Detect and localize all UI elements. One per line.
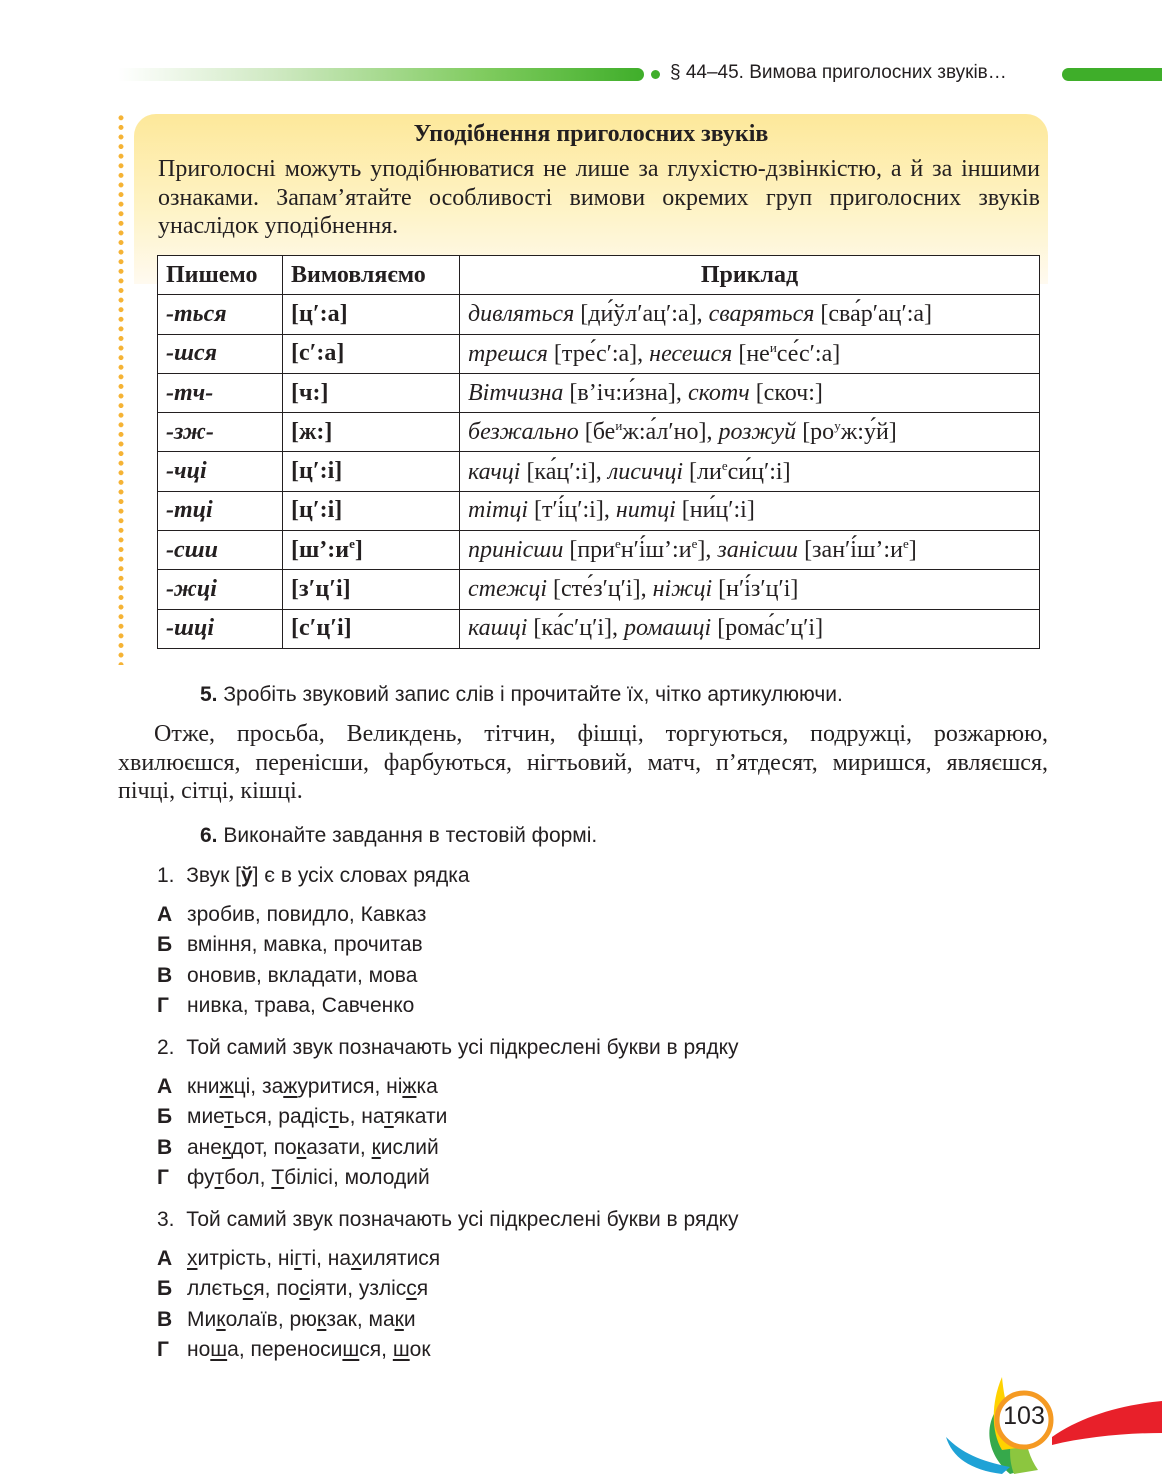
table-row: [158, 413, 1040, 452]
exercise-instruction: Зробіть звуковий запис слів і прочитайте їх, чітко артикулюючи.: [223, 683, 843, 706]
pronunciation: [ж:]: [283, 413, 460, 452]
section-title: § 44–45. Вимова приголосних звуків…: [670, 62, 1007, 83]
example: Вітчизна [в’іч:и́зна], скотч [скоч:]: [460, 373, 1040, 412]
written-form: -шся: [158, 334, 283, 373]
rule-text: Приголосні можуть уподібнюватися не лише за глухістю-дзвінкістю, а й за іншими ознаками. Запам’ятайте особливості вимови окремих груп приголосних звуків унаслідок уподібнення.: [158, 156, 1040, 239]
exercise-instruction: Виконайте завдання в тестовій формі.: [223, 824, 598, 847]
header-accent-bar: [1062, 68, 1162, 81]
exercise-5-heading: [200, 683, 843, 707]
column-header: Пишемо: [158, 256, 283, 295]
question-3: 3. Той самий звук позначають усі підкреслені букви в рядку: [157, 1208, 739, 1231]
answer-option[interactable]: Г нивка, трава, Савченко: [157, 994, 415, 1017]
example: принісши $[при^ен'і́ш’:и^е]$, занісши $[зан'і́ш’:и^е]$: [460, 531, 1040, 570]
example: дивляться [ди́ўл′ац′:а], сваряться [сва́р′ац′:а]: [460, 295, 1040, 334]
answer-option[interactable]: А книжці, зажуритися, ніжка: [157, 1075, 438, 1098]
pronunciation: [з′ц′і]: [283, 570, 460, 609]
written-form: -чці: [158, 452, 283, 491]
pronunciation: $[ш’:и^е]$: [283, 531, 460, 570]
answer-option[interactable]: Г футбол, Тбілісі, молодий: [157, 1166, 430, 1189]
question-1: 1. Звук [ў] є в усіх словах рядка: [157, 864, 470, 887]
answer-option[interactable]: В Миколаїв, рюкзак, маки: [157, 1308, 416, 1331]
header-bullet: [651, 70, 660, 79]
answer-option[interactable]: В анекдот, показати, кислий: [157, 1136, 439, 1159]
written-form: -сши: [158, 531, 283, 570]
answer-option[interactable]: А хитрість, нігті, нахилятися: [157, 1247, 441, 1270]
written-form: -шці: [158, 609, 283, 648]
example: трешся [тре́с′:а], несешся $[не^исе́с':а]$: [460, 334, 1040, 373]
column-header: Приклад: [460, 256, 1040, 295]
table-row: [158, 531, 1040, 570]
example: тітці [т′і́ц′:і], нитці [ни́ц′:і]: [460, 491, 1040, 530]
table-row: [158, 373, 1040, 412]
answer-option[interactable]: А зробив, повидло, Кавказ: [157, 903, 427, 926]
answer-option[interactable]: Б ллється, посіяти, узлісся: [157, 1277, 429, 1300]
pronunciation: [ц′:а]: [283, 295, 460, 334]
pronunciation: [ц′:і]: [283, 491, 460, 530]
written-form: -жці: [158, 570, 283, 609]
answer-option[interactable]: Б вміння, мавка, прочитав: [157, 933, 423, 956]
written-form: -тці: [158, 491, 283, 530]
table-row: [158, 570, 1040, 609]
answer-option[interactable]: Б миеться, радість, натякати: [157, 1105, 448, 1128]
exercise-number: 5.: [200, 683, 218, 706]
answer-option[interactable]: Г ноша, переносишся, шок: [157, 1338, 431, 1361]
table-row: [158, 295, 1040, 334]
exercise-5-words: Отже, просьба, Великдень, тітчин, фішці, торгуються, подружці, розжарюю, хвилюєшся, перенісши, фарбуються, нігтьовий, матч, п’ятдесят, миришся, являєшся, пічці, сітці, кішці.: [118, 721, 1048, 804]
table-header-row: [158, 256, 1040, 295]
example: безжально $[бе^иж:а́л'но]$, розжуй $[ро^уж:у́й]$: [460, 413, 1040, 452]
pronunciation: [ц′:і]: [283, 452, 460, 491]
header-gradient-bar: [118, 68, 644, 81]
written-form: -ться: [158, 295, 283, 334]
exercise-number: 6.: [200, 824, 218, 847]
question-2: 2. Той самий звук позначають усі підкреслені букви в рядку: [157, 1036, 739, 1059]
page-number: 103: [1003, 1402, 1045, 1430]
written-form: -зж-: [158, 413, 283, 452]
table-row: [158, 334, 1040, 373]
example: качці [ка́ц′:і], лисичці $[ли^еси́ц':і]$: [460, 452, 1040, 491]
answer-option[interactable]: В оновив, вкладати, мова: [157, 964, 418, 987]
pronunciation: [с′ц′і]: [283, 609, 460, 648]
written-form: -тч-: [158, 373, 283, 412]
exercise-6-heading: [200, 824, 597, 848]
assimilation-table: [157, 255, 1040, 649]
example: стежці [сте́з′ц′і], ніжці [н′і́з′ц′і]: [460, 570, 1040, 609]
table-row: [158, 452, 1040, 491]
column-header: Вимовляємо: [283, 256, 460, 295]
example: кашці [ка́с′ц′і], ромашці [рома́с′ц′і]: [460, 609, 1040, 648]
dotted-margin-line: [116, 113, 126, 665]
table-row: [158, 491, 1040, 530]
pronunciation: [с′:а]: [283, 334, 460, 373]
table-row: [158, 609, 1040, 648]
pronunciation: [ч:]: [283, 373, 460, 412]
rule-title: Уподібнення приголосних звуків: [413, 121, 769, 147]
